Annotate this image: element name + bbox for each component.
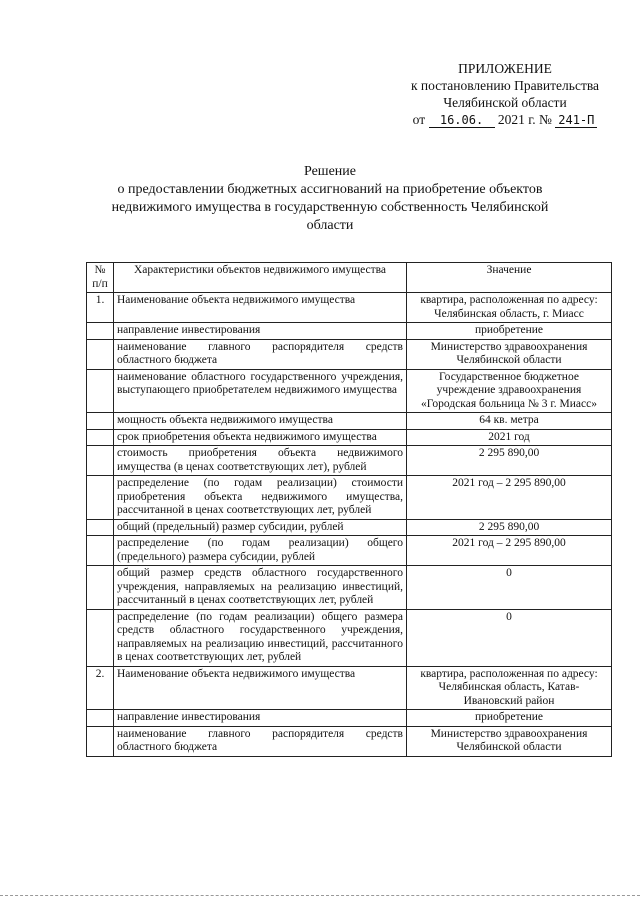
- row-value: 2021 год – 2 295 890,00: [407, 536, 612, 566]
- row-value: квартира, расположенная по адресу: Челябинская область, г. Миасс: [407, 293, 612, 323]
- table-row: [87, 339, 612, 369]
- row-label: срок приобретения объекта недвижимого имущества: [114, 429, 407, 446]
- table-row: [87, 293, 612, 323]
- header-characteristics: Характеристики объектов недвижимого имущества: [114, 263, 407, 293]
- appendix-line-2: Челябинской области: [443, 95, 567, 110]
- date-prefix: от: [412, 112, 426, 127]
- row-label: наименование областного государственного учреждения, выступающего приобретателем недвижимого имущества: [114, 369, 407, 413]
- row-value: 0: [407, 609, 612, 666]
- table-row: [87, 726, 612, 756]
- row-number: 1.: [87, 293, 114, 323]
- row-label: Наименование объекта недвижимого имущества: [114, 293, 407, 323]
- row-value: 2 295 890,00: [407, 446, 612, 476]
- row-value: Государственное бюджетное учреждение здравоохранения «Городская больница № 3 г. Миасс»: [407, 369, 612, 413]
- row-number: [87, 726, 114, 756]
- row-label: общий размер средств областного государственного учреждения, направляемых на реализацию инвестиций, рассчитанный в ценах соответствующих лет, рублей: [114, 566, 407, 610]
- row-label: общий (предельный) размер субсидии, рублей: [114, 519, 407, 536]
- table-row: [87, 609, 612, 666]
- row-label: направление инвестирования: [114, 323, 407, 340]
- row-label: направление инвестирования: [114, 710, 407, 727]
- table-row: [87, 446, 612, 476]
- row-label: наименование главного распорядителя средств областного бюджета: [114, 726, 407, 756]
- page-bottom-divider: [0, 895, 640, 896]
- table-row: [87, 519, 612, 536]
- row-value: квартира, расположенная по адресу: Челябинская область, Катав-Ивановский район: [407, 666, 612, 710]
- appendix-title: ПРИЛОЖЕНИЕ: [458, 61, 552, 76]
- table-row: [87, 710, 612, 727]
- title-line-3: недвижимого имущества в государственную собственность Челябинской: [111, 200, 549, 215]
- row-value: 2 295 890,00: [407, 519, 612, 536]
- table-row: [87, 566, 612, 610]
- row-label: наименование главного распорядителя средств областного бюджета: [114, 339, 407, 369]
- title-line-4: области: [306, 218, 354, 233]
- row-value: приобретение: [407, 323, 612, 340]
- row-number: [87, 429, 114, 446]
- row-number: [87, 369, 114, 413]
- table-header-row: [87, 263, 612, 293]
- row-number: [87, 446, 114, 476]
- header-number: № п/п: [87, 263, 114, 293]
- row-value: 64 кв. метра: [407, 413, 612, 430]
- table-row: [87, 666, 612, 710]
- row-label: мощность объекта недвижимого имущества: [114, 413, 407, 430]
- appendix-date-line: [380, 111, 630, 128]
- row-value: 2021 год – 2 295 890,00: [407, 476, 612, 520]
- row-number: [87, 536, 114, 566]
- table-row: [87, 413, 612, 430]
- row-number: [87, 476, 114, 520]
- row-number: [87, 566, 114, 610]
- row-value: Министерство здравоохранения Челябинской области: [407, 339, 612, 369]
- handwritten-number: 241-П: [555, 114, 597, 128]
- title-line-1: Решение: [303, 164, 356, 179]
- row-number: [87, 519, 114, 536]
- row-number: [87, 413, 114, 430]
- document-title: [90, 163, 570, 235]
- row-number: [87, 609, 114, 666]
- row-number: [87, 323, 114, 340]
- characteristics-table: [86, 262, 612, 757]
- table-row: [87, 369, 612, 413]
- table-row: [87, 476, 612, 520]
- row-value: 2021 год: [407, 429, 612, 446]
- row-value: Министерство здравоохранения Челябинской области: [407, 726, 612, 756]
- row-label: распределение (по годам реализации) общего размера средств областного государственного учреждения, направляемых на реализацию инвестиций, рассчитанного в ценах соответствующих лет, рублей: [114, 609, 407, 666]
- year-suffix: 2021 г. №: [497, 112, 552, 127]
- row-number: [87, 710, 114, 727]
- row-label: распределение (по годам реализации) общего (предельного) размера субсидии, рублей: [114, 536, 407, 566]
- row-value: 0: [407, 566, 612, 610]
- row-number: [87, 339, 114, 369]
- appendix-header: [380, 60, 630, 128]
- table-row: [87, 429, 612, 446]
- row-label: стоимость приобретения объекта недвижимого имущества (в ценах соответствующих лет), рублей: [114, 446, 407, 476]
- row-value: приобретение: [407, 710, 612, 727]
- table-row: [87, 536, 612, 566]
- row-label: Наименование объекта недвижимого имущества: [114, 666, 407, 710]
- handwritten-date: 16.06.: [429, 114, 495, 128]
- title-line-2: о предоставлении бюджетных ассигнований на приобретение объектов: [117, 182, 543, 197]
- header-value: Значение: [407, 263, 612, 293]
- table-row: [87, 323, 612, 340]
- row-label: распределение (по годам реализации) стоимости приобретения объекта недвижимого имущества, рассчитанной в ценах соответствующих лет, рублей: [114, 476, 407, 520]
- appendix-line-1: к постановлению Правительства: [410, 78, 600, 93]
- row-number: 2.: [87, 666, 114, 710]
